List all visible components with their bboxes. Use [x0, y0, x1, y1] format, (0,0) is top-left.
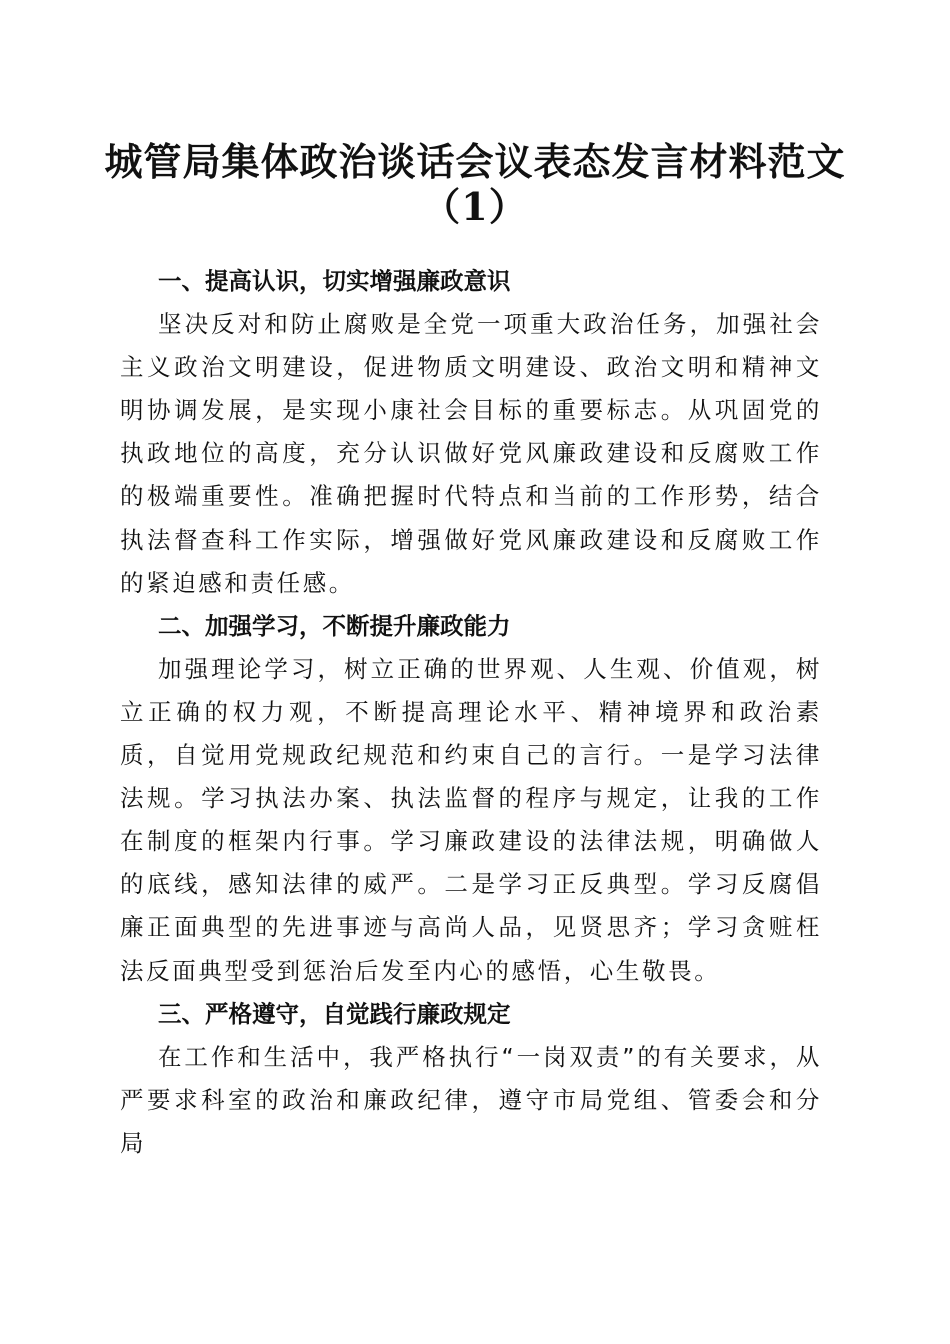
section-paragraph: 加强理论学习，树立正确的世界观、人生观、价值观，树立正确的权力观，不断提高理论水平、精神境界和政治素质，自觉用党规政纪规范和约束自己的言行。一是学习法律法规。学习执法办案、执法监督的程序与规定，让我的工作在制度的框架内行事。学习廉政建设的法律法规，明确做人的底线，感知法律的威严。二是学习正反典型。学习反腐倡廉正面典型的先进事迹与高尚人品，见贤思齐；学习贪赃枉法反面典型受到惩治后发至内心的感悟，心生敬畏。	[120, 654, 822, 985]
section-heading: 二、加强学习，不断提升廉政能力	[158, 611, 511, 640]
document-body	[120, 260, 822, 1165]
document-title-number: （1）	[422, 184, 528, 229]
section-heading: 三、严格遵守，自觉践行廉政规定	[158, 999, 511, 1028]
document-title: 城管局集体政治谈话会议表态发言材料范文	[104, 139, 846, 184]
section-heading: 一、提高认识，切实增强廉政意识	[158, 267, 511, 295]
section-paragraph: 在工作和生活中，我严格执行“一岗双责”的有关要求，从严要求科室的政治和廉政纪律，遵守市局党组、管委会和分局	[120, 1042, 822, 1157]
section-paragraph: 坚决反对和防止腐败是全党一项重大政治任务，加强社会主义政治文明建设，促进物质文明建设、政治文明和精神文明协调发展，是实现小康社会目标的重要标志。从巩固党的执政地位的高度，充分认识做好党风廉政建设和反腐败工作的极端重要性。准确把握时代特点和当前的工作形势，结合执法督查科工作实际，增强做好党风廉政建设和反腐败工作的紧迫感和责任感。	[120, 310, 822, 597]
